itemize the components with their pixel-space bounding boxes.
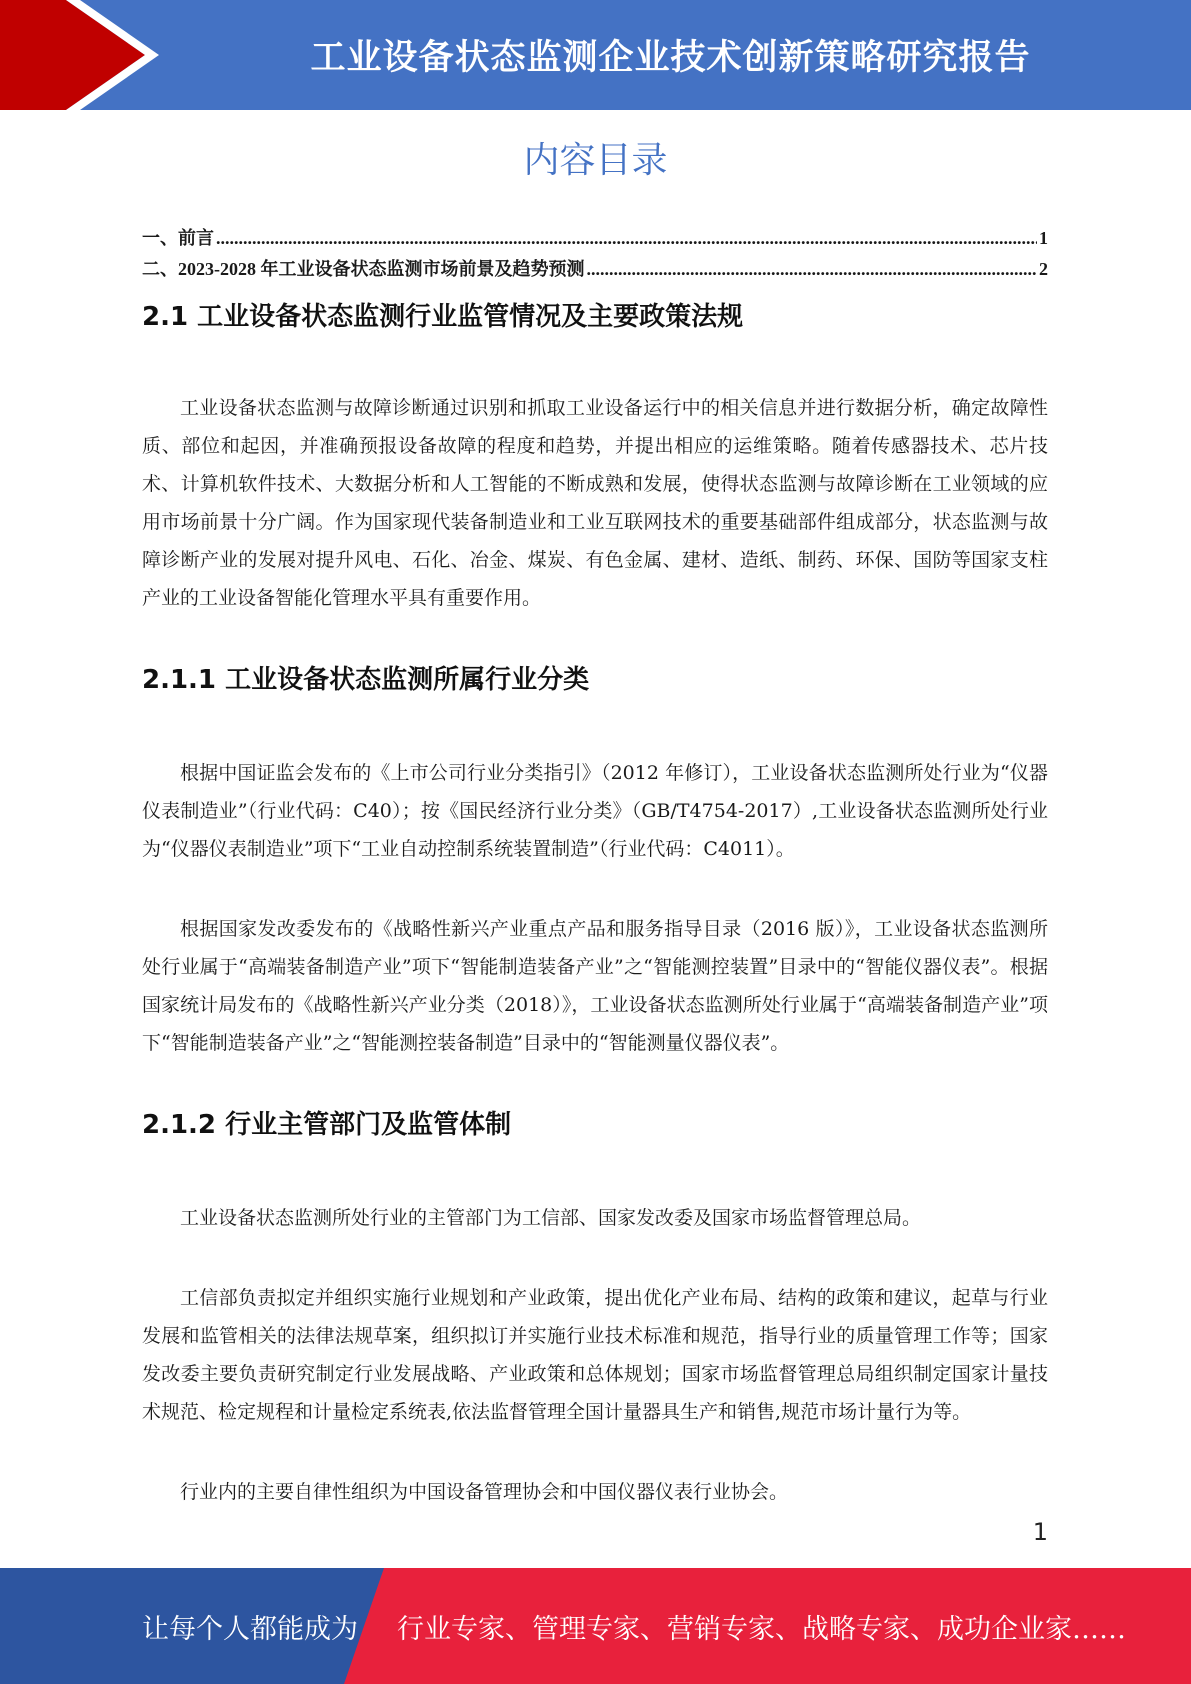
section-heading-2-1-2: 2.1.2 行业主管部门及监管体制 (142, 1110, 512, 1140)
toc-entry[interactable] (142, 255, 1048, 286)
toc-leader-dots (216, 228, 1037, 249)
toc-entry-page: 2 (1039, 259, 1048, 279)
toc-entry-page: 1 (1039, 228, 1048, 248)
toc-entry-label: 一、前言 (142, 228, 214, 248)
footer-banner (0, 1568, 1191, 1684)
footer-slogan-left: 让每个人都能成为 (142, 1613, 358, 1645)
page-number: 1 (1032, 1518, 1048, 1546)
footer-slogan-right: 行业专家、管理专家、营销专家、战略专家、成功企业家…… (397, 1613, 1126, 1645)
toc-entry[interactable] (142, 224, 1048, 255)
paragraph: 工业设备状态监测与故障诊断通过识别和抓取工业设备运行中的相关信息并进行数据分析，确定故障性质、部位和起因，并准确预报设备故障的程度和趋势，并提出相应的运维策略。随着传感器技术、芯片技术、计算机软件技术、大数据分析和人工智能的不断成熟和发展，使得状态监测与故障诊断在工业领域的应用市场前景十分广阔。作为国家现代装备制造业和工业互联网技术的重要基础部件组成部分，状态监测与故障诊断产业的发展对提升风电、石化、冶金、煤炭、有色金属、建材、造纸、制药、环保、国防等国家支柱产业的工业设备智能化管理水平具有重要作用。 (142, 397, 1048, 609)
paragraph: 工信部负责拟定并组织实施行业规划和产业政策，提出优化产业布局、结构的政策和建议，起草与行业发展和监管相关的法律法规草案，组织拟订并实施行业技术标准和规范，指导行业的质量管理工作等；国家发改委主要负责研究制定行业发展战略、产业政策和总体规划；国家市场监督管理总局组织制定国家计量技术规范、检定规程和计量检定系统表,依法监督管理全国计量器具生产和销售,规范市场计量行为等。 (142, 1287, 1048, 1423)
report-title: 工业设备状态监测企业技术创新策略研究报告 (310, 38, 1031, 78)
section-heading-2-1: 2.1 工业设备状态监测行业监管情况及主要政策法规 (142, 302, 744, 332)
paragraph: 根据国家发改委发布的《战略性新兴产业重点产品和服务指导目录（2016 版）》，工业设备状态监测所处行业属于“高端装备制造产业”项下“智能制造装备产业”之“智能测控装置”目录中的“智能仪器仪表”。根据国家统计局发布的《战略性新兴产业分类（2018）》，工业设备状态监测所处行业属于“高端装备制造产业”项下“智能制造装备产业”之“智能测控装备制造”目录中的“智能测量仪器仪表”。 (142, 918, 1048, 1054)
main-content (142, 296, 1048, 1553)
paragraph: 工业设备状态监测所处行业的主管部门为工信部、国家发改委及国家市场监督管理总局。 (180, 1207, 922, 1229)
section-heading-2-1-1: 2.1.1 工业设备状态监测所属行业分类 (142, 665, 590, 695)
report-header (0, 0, 1191, 110)
paragraph: 根据中国证监会发布的《上市公司行业分类指引》（2012 年修订），工业设备状态监测所处行业为“仪器仪表制造业”（行业代码：C40）；按《国民经济行业分类》（GB/T4754-2017）,工业设备状态监测所处行业为“仪器仪表制造业”项下“工业自动控制系统装置制造”（行业代码：C4011）。 (142, 762, 1048, 860)
toc-title: 内容目录 (523, 140, 668, 181)
table-of-contents (142, 224, 1048, 286)
toc-entry-label: 二、2023-2028 年工业设备状态监测市场前景及趋势预测 (142, 259, 585, 279)
toc-leader-dots (587, 259, 1038, 280)
red-chevron-decoration (0, 0, 160, 110)
paragraph: 行业内的主要自律性组织为中国设备管理协会和中国仪器仪表行业协会。 (180, 1481, 789, 1503)
